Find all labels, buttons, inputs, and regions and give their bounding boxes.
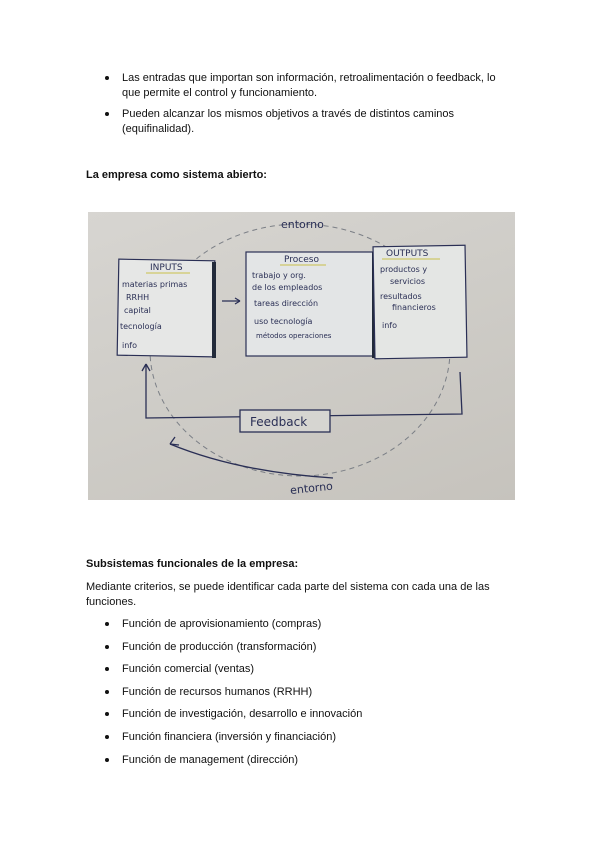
inputs-title: INPUTS <box>150 263 183 273</box>
outputs-item: info <box>382 321 398 330</box>
intro-bullet-list <box>86 71 516 136</box>
diagram-drawing <box>88 212 515 500</box>
outputs-item: financieros <box>392 303 436 312</box>
arrow-head-icon <box>170 437 179 445</box>
inputs-item: tecnología <box>120 322 162 331</box>
proceso-item: uso tecnología <box>254 317 313 326</box>
environment-arrow <box>170 444 333 478</box>
outputs-item: productos y <box>380 265 428 274</box>
proceso-box <box>246 252 376 358</box>
proceso-item: métodos operaciones <box>256 332 332 340</box>
inputs-item: info <box>122 341 138 350</box>
list-item: Función financiera (inversión y financiación) <box>86 730 516 745</box>
inputs-box <box>117 259 216 358</box>
functions-bullet-list <box>86 617 516 775</box>
outputs-item: resultados <box>380 292 422 301</box>
entorno-top-label: entorno <box>281 218 324 231</box>
subsystems-intro-text: Mediante criterios, se puede identificar cada parte del sistema con cada una de las funciones. <box>86 581 490 608</box>
proceso-item: tareas dirección <box>254 299 319 308</box>
outputs-title: OUTPUTS <box>386 249 429 259</box>
inputs-item: materias primas <box>122 280 188 289</box>
list-item: Función de producción (transformación) <box>86 640 516 655</box>
list-item: Función de management (dirección) <box>86 753 516 768</box>
section-heading-subsystems: Subsistemas funcionales de la empresa: <box>86 558 299 570</box>
inputs-item: capital <box>124 306 151 315</box>
section-heading-open-system: La empresa como sistema abierto: <box>86 169 267 181</box>
feedback-label: Feedback <box>250 415 308 429</box>
list-item: Función de aprovisionamiento (compras) <box>86 617 516 632</box>
inputs-item: RRHH <box>126 293 150 302</box>
list-item: Función de recursos humanos (RRHH) <box>86 685 516 700</box>
proceso-item: trabajo y org. <box>252 271 306 280</box>
open-system-diagram-photo <box>88 212 515 500</box>
proceso-item: de los empleados <box>252 283 323 292</box>
proceso-title: Proceso <box>284 255 319 265</box>
outputs-box <box>373 245 467 359</box>
list-item: Pueden alcanzar los mismos objetivos a través de distintos caminos (equifinalidad). <box>86 107 516 136</box>
list-item: Función de investigación, desarrollo e innovación <box>86 707 516 722</box>
list-item: Las entradas que importan son información, retroalimentación o feedback, lo que permite el control y funcionamiento. <box>86 71 516 100</box>
list-item: Función comercial (ventas) <box>86 662 516 677</box>
entorno-bottom-label: entorno <box>289 479 334 498</box>
outputs-item: servicios <box>390 277 426 286</box>
